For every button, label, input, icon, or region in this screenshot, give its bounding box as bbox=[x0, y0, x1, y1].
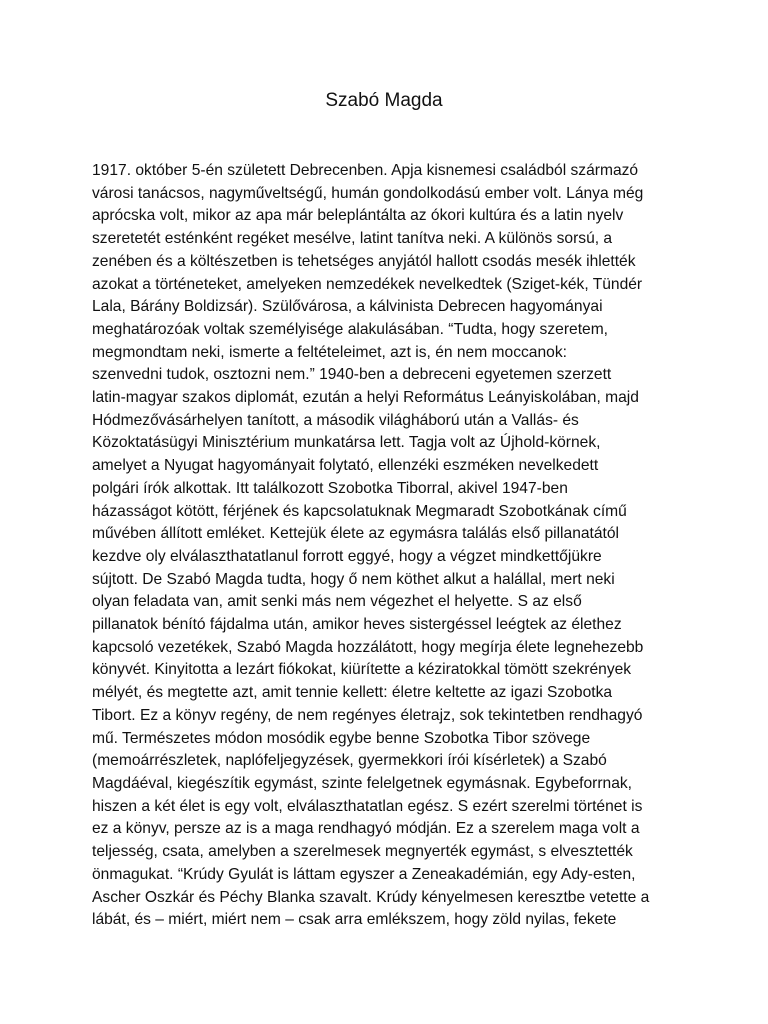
body-line: Lala, Bárány Boldizsár). Szülővárosa, a kálvinista Debrecen hagyományai bbox=[92, 298, 603, 316]
body-line: házasságot kötött, férjének és kapcsolatuknak Megmaradt Szobotkának című bbox=[92, 502, 627, 520]
body-line: szeretetét esténként regéket mesélve, latint tanítva neki. A különös sorsú, a bbox=[92, 230, 613, 248]
body-line: Magdáéval, kiegészítik egymást, szinte felelgetnek egymásnak. Egybeforrnak, bbox=[92, 774, 632, 792]
body-line: sújtott. De Szabó Magda tudta, hogy ő nem köthet alkut a halállal, mert neki bbox=[92, 570, 615, 588]
body-line: amelyet a Nyugat hagyományait folytató, ellenzéki eszméken nevelkedett bbox=[92, 457, 599, 475]
body-line: polgári írók alkottak. Itt találkozott Szobotka Tiborral, akivel 1947-ben bbox=[92, 479, 568, 497]
body-line: 1917. október 5-én született Debrecenben. Apja kisnemesi családból származó bbox=[92, 162, 639, 179]
body-line: könyvét. Kinyitotta a lezárt fiókokat, kiürítette a kéziratokkal tömött szekrények bbox=[92, 661, 632, 679]
body-line: aprócska volt, mikor az apa már beleplántálta az ókori kultúra és a latin nyelv bbox=[92, 207, 624, 225]
body-line: azokat a történeteket, amelyeken nemzedékek nevelkedtek (Sziget-kék, Tündér bbox=[92, 275, 643, 293]
body-line: szenvedni tudok, osztozni nem.” 1940-ben a debreceni egyetemen szerzett bbox=[92, 366, 612, 384]
body-line: zenében és a költészetben is tehetséges anyjától hallott csodás mesék ihlették bbox=[92, 252, 636, 270]
body-line: hiszen a két élet is egy volt, elválaszthatatlan egész. S ezért szerelmi történet is bbox=[92, 797, 643, 815]
body-line: latin-magyar szakos diplomát, ezután a helyi Református Leányiskolában, majd bbox=[92, 389, 639, 407]
document-body bbox=[92, 160, 682, 932]
body-line: teljesség, csata, amelyben a szerelmesek megnyerték egymást, s elvesztették bbox=[92, 843, 633, 861]
body-line: Ascher Oszkár és Péchy Blanka szavalt. Krúdy kényelmesen keresztbe vetette a bbox=[92, 888, 650, 906]
body-line: Közoktatásügyi Minisztérium munkatársa lett. Tagja volt az Újhold-körnek, bbox=[92, 434, 601, 452]
body-line: lábát, és – miért, miért nem – csak arra emlékszem, hogy zöld nyilas, fekete bbox=[92, 911, 617, 929]
body-line: meghatározóak voltak személyisége alakulásában. “Tudta, hogy szeretem, bbox=[92, 320, 609, 338]
body-line: mélyét, és megtette azt, amit tennie kellett: életre keltette az igazi Szobotka bbox=[92, 684, 613, 702]
body-line: városi tanácsos, nagyműveltségű, humán gondolkodású ember volt. Lánya még bbox=[92, 184, 644, 202]
body-line: mű. Természetes módon mosódik egybe benne Szobotka Tibor szövege bbox=[92, 729, 591, 747]
body-line: Tibort. Ez a könyv regény, de nem regényes életrajz, sok tekintetben rendhagyó bbox=[92, 706, 643, 724]
body-line: művében állított emléket. Kettejük élete az egymásra találás első pillanatától bbox=[92, 525, 620, 543]
body-line: kapcsoló vezetékek, Szabó Magda hozzálátott, hogy megírja élete legnehezebb bbox=[92, 638, 644, 656]
body-line: megmondtam neki, ismerte a feltételeimet, azt is, én nem moccanok: bbox=[92, 343, 567, 361]
body-line: kezdve oly elválaszthatatlanul forrott eggyé, hogy a végzet mindkettőjükre bbox=[92, 547, 602, 565]
document-title: Szabó Magda bbox=[325, 90, 443, 111]
body-line: pillanatok bénító fájdalma után, amikor heves sistergéssel leégtek az élethez bbox=[92, 616, 622, 634]
body-line: (memoárrészletek, naplófeljegyzések, gyermekkori írói kísérletek) a Szabó bbox=[92, 752, 607, 770]
body-line: önmagukat. “Krúdy Gyulát is láttam egyszer a Zeneakadémián, egy Ady-esten, bbox=[92, 865, 636, 883]
body-line: ez a könyv, persze az is a maga rendhagyó módján. Ez a szerelem maga volt a bbox=[92, 820, 640, 838]
body-line: Hódmezővásárhelyen tanított, a második világháború után a Vallás- és bbox=[92, 411, 579, 429]
body-line: olyan feladata van, amit senki más nem végezhet el helyette. S az első bbox=[92, 593, 582, 611]
